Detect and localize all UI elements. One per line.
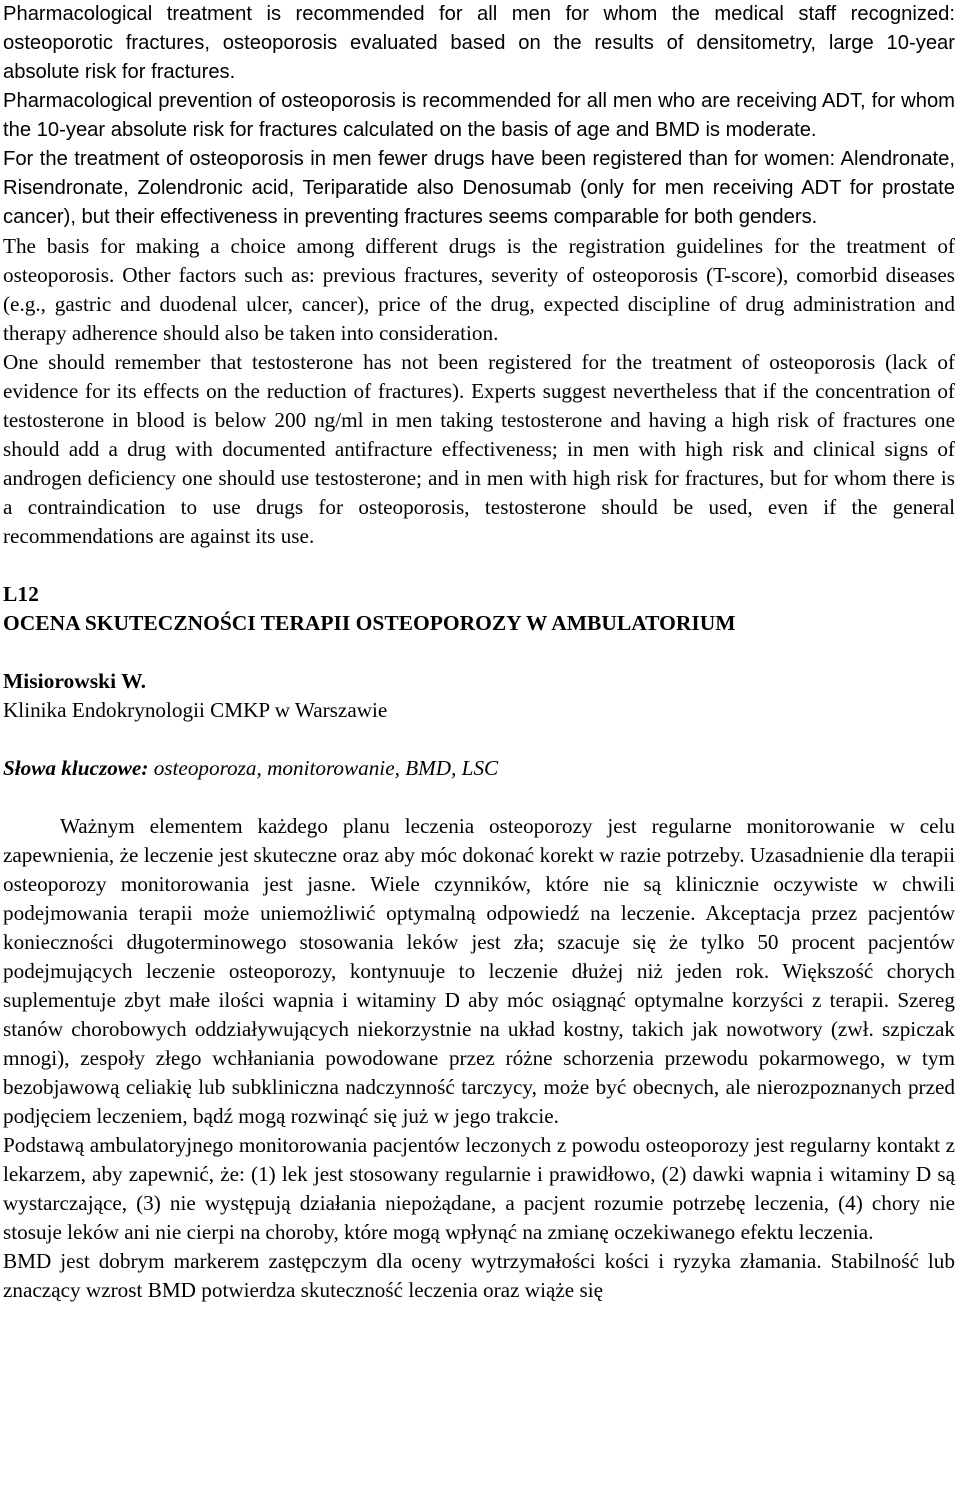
abstract-keywords [3, 754, 955, 783]
keywords-list: osteoporoza, monitorowanie, BMD, LSC [148, 756, 499, 780]
english-paragraph-4: The basis for making a choice among different drugs is the registration guidelines for the treatment of osteoporosis. Other factors such as: previous fractures, severity of osteoporosis (T-score), comorbid diseases (e.g., gastric and duodenal ulcer, cancer), price of the drug, expected discipline of drug administration and therapy adherence should also be taken into consideration. [3, 234, 955, 345]
english-paragraph-3: For the treatment of osteoporosis in men fewer drugs have been registered than for women: Alendronate, Risendronate, Zolendronic acid, Teriparatide also Denosumab (only for men receiving ADT for prostate cancer), but their effectiveness in preventing fractures seems comparable for both genders. [3, 148, 955, 228]
spacer [3, 551, 955, 580]
abstract-paragraph-1: Ważnym elementem każdego planu leczenia osteoporozy jest regularne monitorowanie w celu zapewnienia, że leczenie jest skuteczne oraz aby móc dokonać korekt w razie potrzeby. Uzasadnienie dla terapii osteoporozy monitorowania jest jasne. Wiele czynników, które nie są klinicznie oczywiste w chwili podejmowania terapii może uniemożliwić optymalną odpowiedź na leczenie. Akceptacja przez pacjentów konieczności długoterminowego stosowania leków jest zła; szacuje się że tylko 50 procent pacjentów podejmujących leczenie osteoporozy, kontynuuje to leczenie dłużej niż jeden rok. Większość chorych suplementuje zbyt małe ilości wapnia i witaminy D aby móc osiągnąć optymalne korzyści z terapii. Szereg stanów chorobowych oddziaływujących niekorzystnie na układ kostny, takich jak nowotwory (zwł. szpiczak mnogi), zespoły złego wchłaniania powodowane przez różne schorzenia przewodu pokarmowego, w tym bezobjawową celiakię lub subkliniczna nadczynność tarczycy, może być obecnych, ale nierozpoznanych przed podjęciem leczeniem, bądź mogą rozwinąć się już w jego trakcie. [3, 814, 955, 1128]
spacer [3, 783, 955, 812]
document-page [3, 0, 955, 1305]
abstract-paragraph-3: BMD jest dobrym markerem zastępczym dla oceny wytrzymałości kości i ryzyka złamania. Stabilność lub znaczący wzrost BMD potwierdza skuteczność leczenia oraz wiąże się [3, 1249, 955, 1302]
abstract-author: Misiorowski W. [3, 669, 146, 693]
english-paragraph-1: Pharmacological treatment is recommended for all men for whom the medical staff recognized: osteoporotic fractures, osteoporosis evaluated based on the results of densitometry, large 10-year absolute risk for fractures. [3, 3, 955, 83]
spacer [3, 725, 955, 754]
spacer [3, 638, 955, 667]
abstract-code: L12 [3, 582, 39, 606]
english-paragraph-5: One should remember that testosterone has not been registered for the treatment of osteoporosis (lack of evidence for its effects on the reduction of fractures). Experts suggest nevertheless that if the concentration of testosterone in blood is below 200 ng/ml in men taking testosterone and having a high risk of fractures one should add a drug with documented antifracture effectiveness; in men with high risk and clinical signs of androgen deficiency one should use testosterone; and in men with high risk for fractures, but for whom there is a contraindication to use drugs for osteoporosis, testosterone should be used, even if the general recommendations are against its use. [3, 350, 955, 548]
english-paragraph-2: Pharmacological prevention of osteoporosis is recommended for all men who are receiving ADT, for whom the 10-year absolute risk for fractures calculated on the basis of age and BMD is moderate. [3, 90, 955, 141]
abstract-paragraph-2: Podstawą ambulatoryjnego monitorowania pacjentów leczonych z powodu osteoporozy jest regularny kontakt z lekarzem, aby zapewnić, że: (1) lek jest stosowany regularnie i prawidłowo, (2) dawki wapnia i witaminy D są wystarczające, (3) nie występują działania niepożądane, a pacjent rozumie potrzebę leczenia, (4) chory nie stosuje leków ani nie cierpi na choroby, które mogą wpłynąć na zmianę oczekiwanego efektu leczenia. [3, 1133, 955, 1244]
abstract-title: OCENA SKUTECZNOŚCI TERAPII OSTEOPOROZY W AMBULATORIUM [3, 611, 736, 635]
keywords-label: Słowa kluczowe: [3, 756, 149, 780]
abstract-affiliation: Klinika Endokrynologii CMKP w Warszawie [3, 698, 388, 722]
